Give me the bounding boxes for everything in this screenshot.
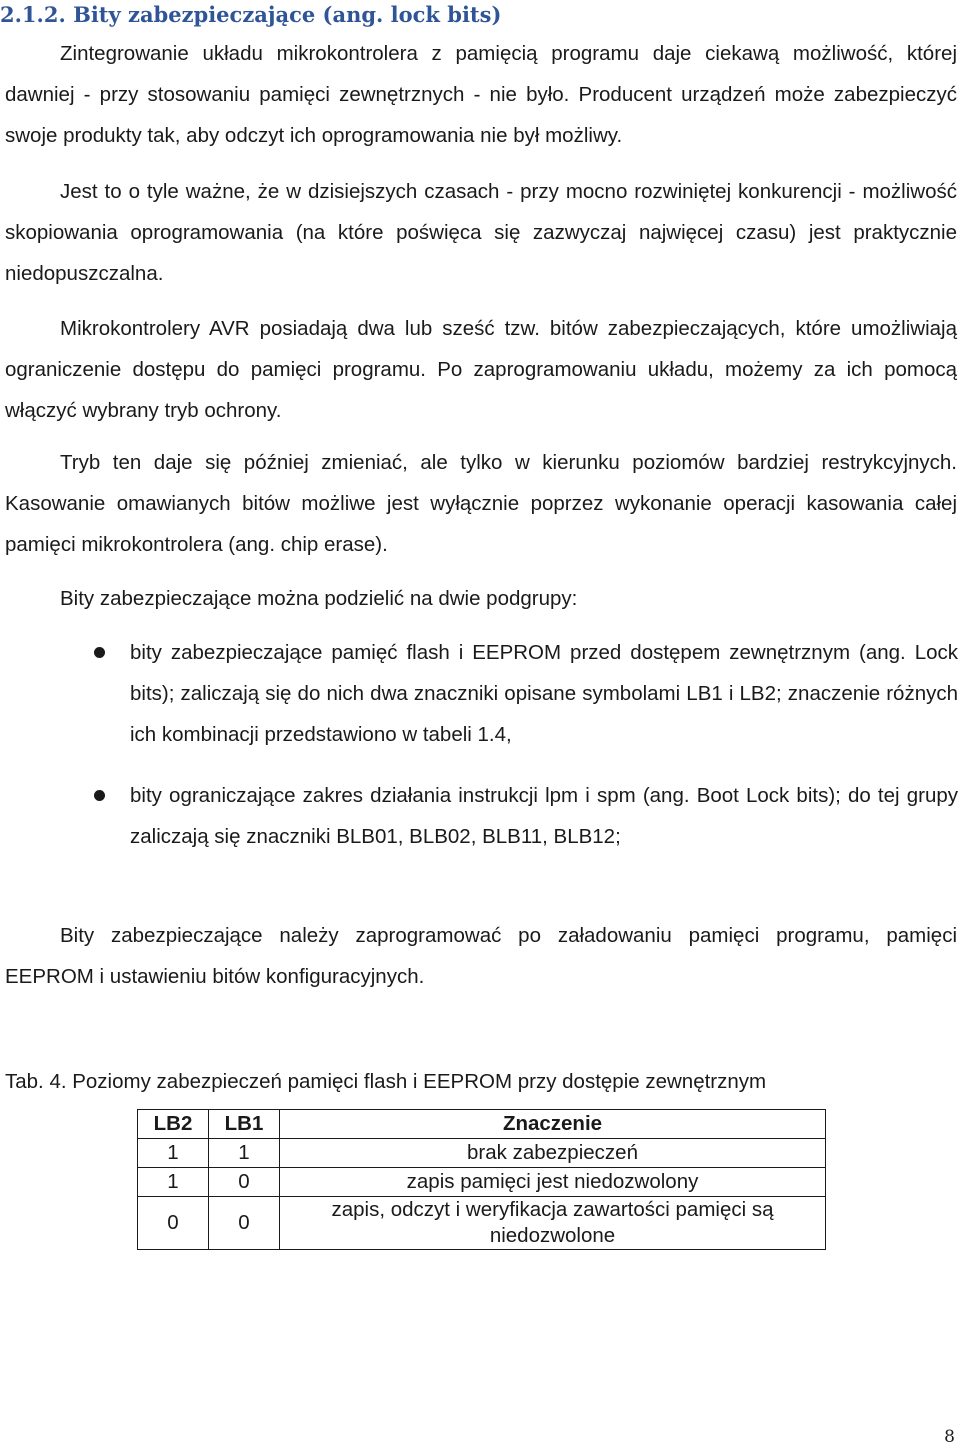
bullet-icon (94, 790, 105, 801)
cell-lb1: 0 (209, 1197, 280, 1250)
paragraph-avr-lock-bits: Mikrokontrolery AVR posiadają dwa lub sześć tzw. bitów zabezpieczających, które umożliwiają ograniczenie dostępu do pamięci programu. Po zaprogramowaniu układu, możemy za ich pomocą włączyć wybrany tryb ochrony. (5, 317, 957, 422)
paragraph-mode-change: Tryb ten daje się później zmieniać, ale tylko w kierunku poziomów bardziej restrykcyjnych. Kasowanie omawianych bitów możliwe jest wyłącznie poprzez wykonanie operacji kasowania całej pamięci mikrokontrolera (ang. chip erase). (5, 451, 957, 556)
subgroups-list (0, 632, 960, 877)
list-item-text: bity ograniczające zakres działania instrukcji lpm i spm (ang. Boot Lock bits); do tej grupy zaliczają się znaczniki BLB01, BLB02, BLB11, BLB12; (130, 784, 958, 848)
list-item-text: bity zabezpieczające pamięć flash i EEPROM przed dostępem zewnętrznym (ang. Lock bits); zaliczają się do nich dwa znaczniki opisane symbolami LB1 i LB2; znaczenie różnych ich kombinacji przedstawiono w tabeli 1.4, (130, 641, 958, 746)
cell-lb2: 1 (138, 1139, 209, 1168)
cell-meaning: zapis, odczyt i weryfikacja zawartości pamięci są niedozwolone (280, 1197, 826, 1250)
paragraph-programming-order: Bity zabezpieczające należy zaprogramować po załadowaniu pamięci programu, pamięci EEPROM i ustawieniu bitów konfiguracyjnych. (5, 924, 957, 988)
bullet-icon (94, 647, 105, 658)
cell-lb2: 1 (138, 1168, 209, 1197)
column-header-meaning: Znaczenie (280, 1110, 826, 1139)
table-row (138, 1139, 826, 1168)
page-number: 8 (944, 1427, 955, 1447)
cell-lb2: 0 (138, 1197, 209, 1250)
table-caption: Tab. 4. Poziomy zabezpieczeń pamięci flash i EEPROM przy dostępie zewnętrznym (5, 1070, 767, 1093)
list-item (0, 632, 958, 755)
paragraph-intro: Zintegrowanie układu mikrokontrolera z pamięcią programu daje ciekawą możliwość, której dawniej - przy stosowaniu pamięci zewnętrznych - nie było. Producent urządzeń może zabezpieczyć swoje produkty tak, aby odczyt ich oprogramowania nie był możliwy. (5, 42, 957, 147)
column-header-lb2: LB2 (138, 1110, 209, 1139)
cell-meaning: brak zabezpieczeń (280, 1139, 826, 1168)
cell-meaning: zapis pamięci jest niedozwolony (280, 1168, 826, 1197)
table-row (138, 1197, 826, 1250)
paragraph-importance: Jest to o tyle ważne, że w dzisiejszych czasach - przy mocno rozwiniętej konkurencji - możliwość skopiowania oprogramowania (na które poświęca się zazwyczaj najwięcej czasu) jest praktycznie niedopuszczalna. (5, 180, 957, 285)
cell-lb1: 1 (209, 1139, 280, 1168)
cell-lb1: 0 (209, 1168, 280, 1197)
section-heading: 2.1.2. Bity zabezpieczające (ang. lock bits) (0, 2, 502, 27)
column-header-lb1: LB1 (209, 1110, 280, 1139)
table-header-row (138, 1110, 826, 1139)
paragraph-subgroups-intro: Bity zabezpieczające można podzielić na dwie podgrupy: (60, 587, 578, 610)
list-item (0, 775, 958, 857)
lock-levels-table (137, 1109, 826, 1250)
table-row (138, 1168, 826, 1197)
